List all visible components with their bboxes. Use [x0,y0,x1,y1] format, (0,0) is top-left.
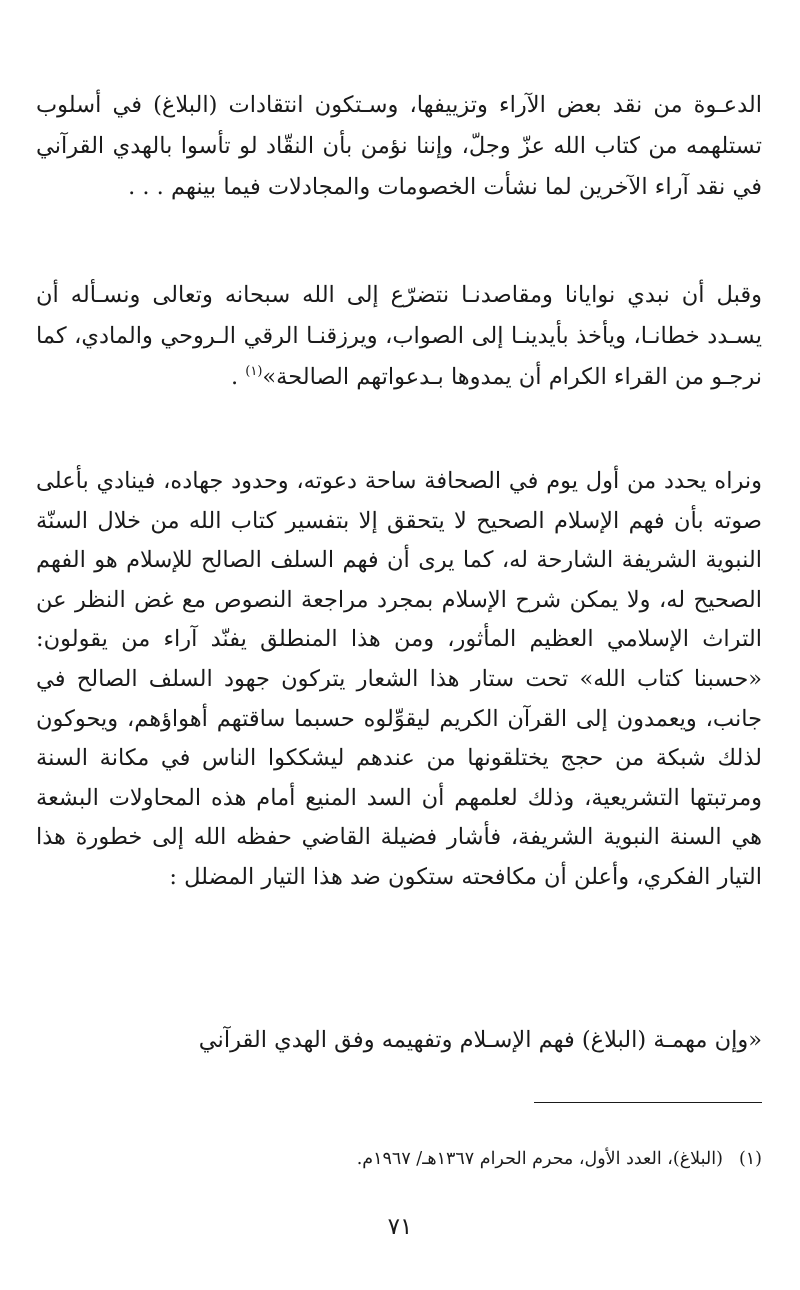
paragraph-3-text: ونراه يحدد من أول يوم في الصحافة ساحة دعوته، وحدود جهاده، فينادي بأعلى صوته بأن فهم الإسلام الصحيح لا يتحقق إلا بتفسير كتاب الله من خلال السنّة النبوية الشريفة الشارحة له، كما يرى أن فهم السلف الصالح للإسلام هو الفهم الصحيح له، ولا يمكن شرح الإسلام بمجرد مراجعة النصوص مع غض النظر عن التراث الإسلامي العظيم المأثور، ومن هذا المنطلق يفنّد آراء من يقولون: «حسبنا كتاب الله» تحت ستار هذا الشعار يتركون جهود السلف الصالح في جانب، ويعمدون إلى القرآن الكريم ليقوِّلوه حسبما ساقتهم أهواؤهم، ويحوكون لذلك شبكة من حجج يختلقونها من عندهم ليشككوا الناس في مكانة السنة ومرتبتها التشريعية، وذلك لعلمهم أن السد المنيع أمام هذه المحاولات البشعة هي السنة النبوية الشريفة، فأشار فضيلة القاضي حفظه الله إلى خطورة هذا التيار الفكري، وأعلن أن مكافحته ستكون ضد هذا التيار المضلل : [36,468,762,890]
paragraph-4-text: «وإن مهمـة (البلاغ) فهم الإسـلام وتفهيمه وفق الهدي القرآني [198,1027,762,1053]
paragraph-1 [36,85,762,208]
paragraph-1-text: الدعـوة من نقد بعض الآراء وتزييفها، وسـتكون انتقادات (البلاغ) في أسلوب تستلهمه من كتاب الله عزّ وجلّ، وإننا نؤمن بأن النقّاد لو تأسوا بالهدي القرآني في نقد آراء الآخرين لما نشأت الخصومات والمجادلات فيما بينهم . . . [36,92,762,200]
paragraph-3 [36,462,762,898]
footnote-number: (١) [738,1149,762,1169]
footnote [36,1146,762,1172]
paragraph-2: وقبل أن نبدي نوايانا ومقاصدنـا نتضرّع إلى الله سبحانه وتعالى ونسـأله أن يسـدد خطانـا، ويأخذ بأيدينـا إلى الصواب، ويرزقنـا الرقي الـروحي والمادي، كما نرجـو من القراء الكرام أن يمدوها بـدعواتهم الصالحة»$^{(١)}$ . [36,282,762,390]
footnote-reference[interactable]: (١) [245,363,263,379]
page-number: ٧١ [387,1214,413,1240]
footnote-divider [534,1102,762,1103]
footnote-text: (البلاغ)، العدد الأول، محرم الحرام ١٣٦٧هـ/ ١٩٦٧م. [356,1149,723,1169]
paragraph-4 [36,1020,762,1061]
paragraph-2-text: وقبل أن نبدي نوايانا ومقاصدنـا نتضرّع إلى الله سبحانه وتعالى ونسـأله أن يسـدد خطانـا، ويأخذ بأيدينـا إلى الصواب، ويرزقنـا الرقي الـروحي والمادي، كما نرجـو من القراء الكرام أن يمدوها بـدعواتهم الصالحة» [36,282,762,390]
